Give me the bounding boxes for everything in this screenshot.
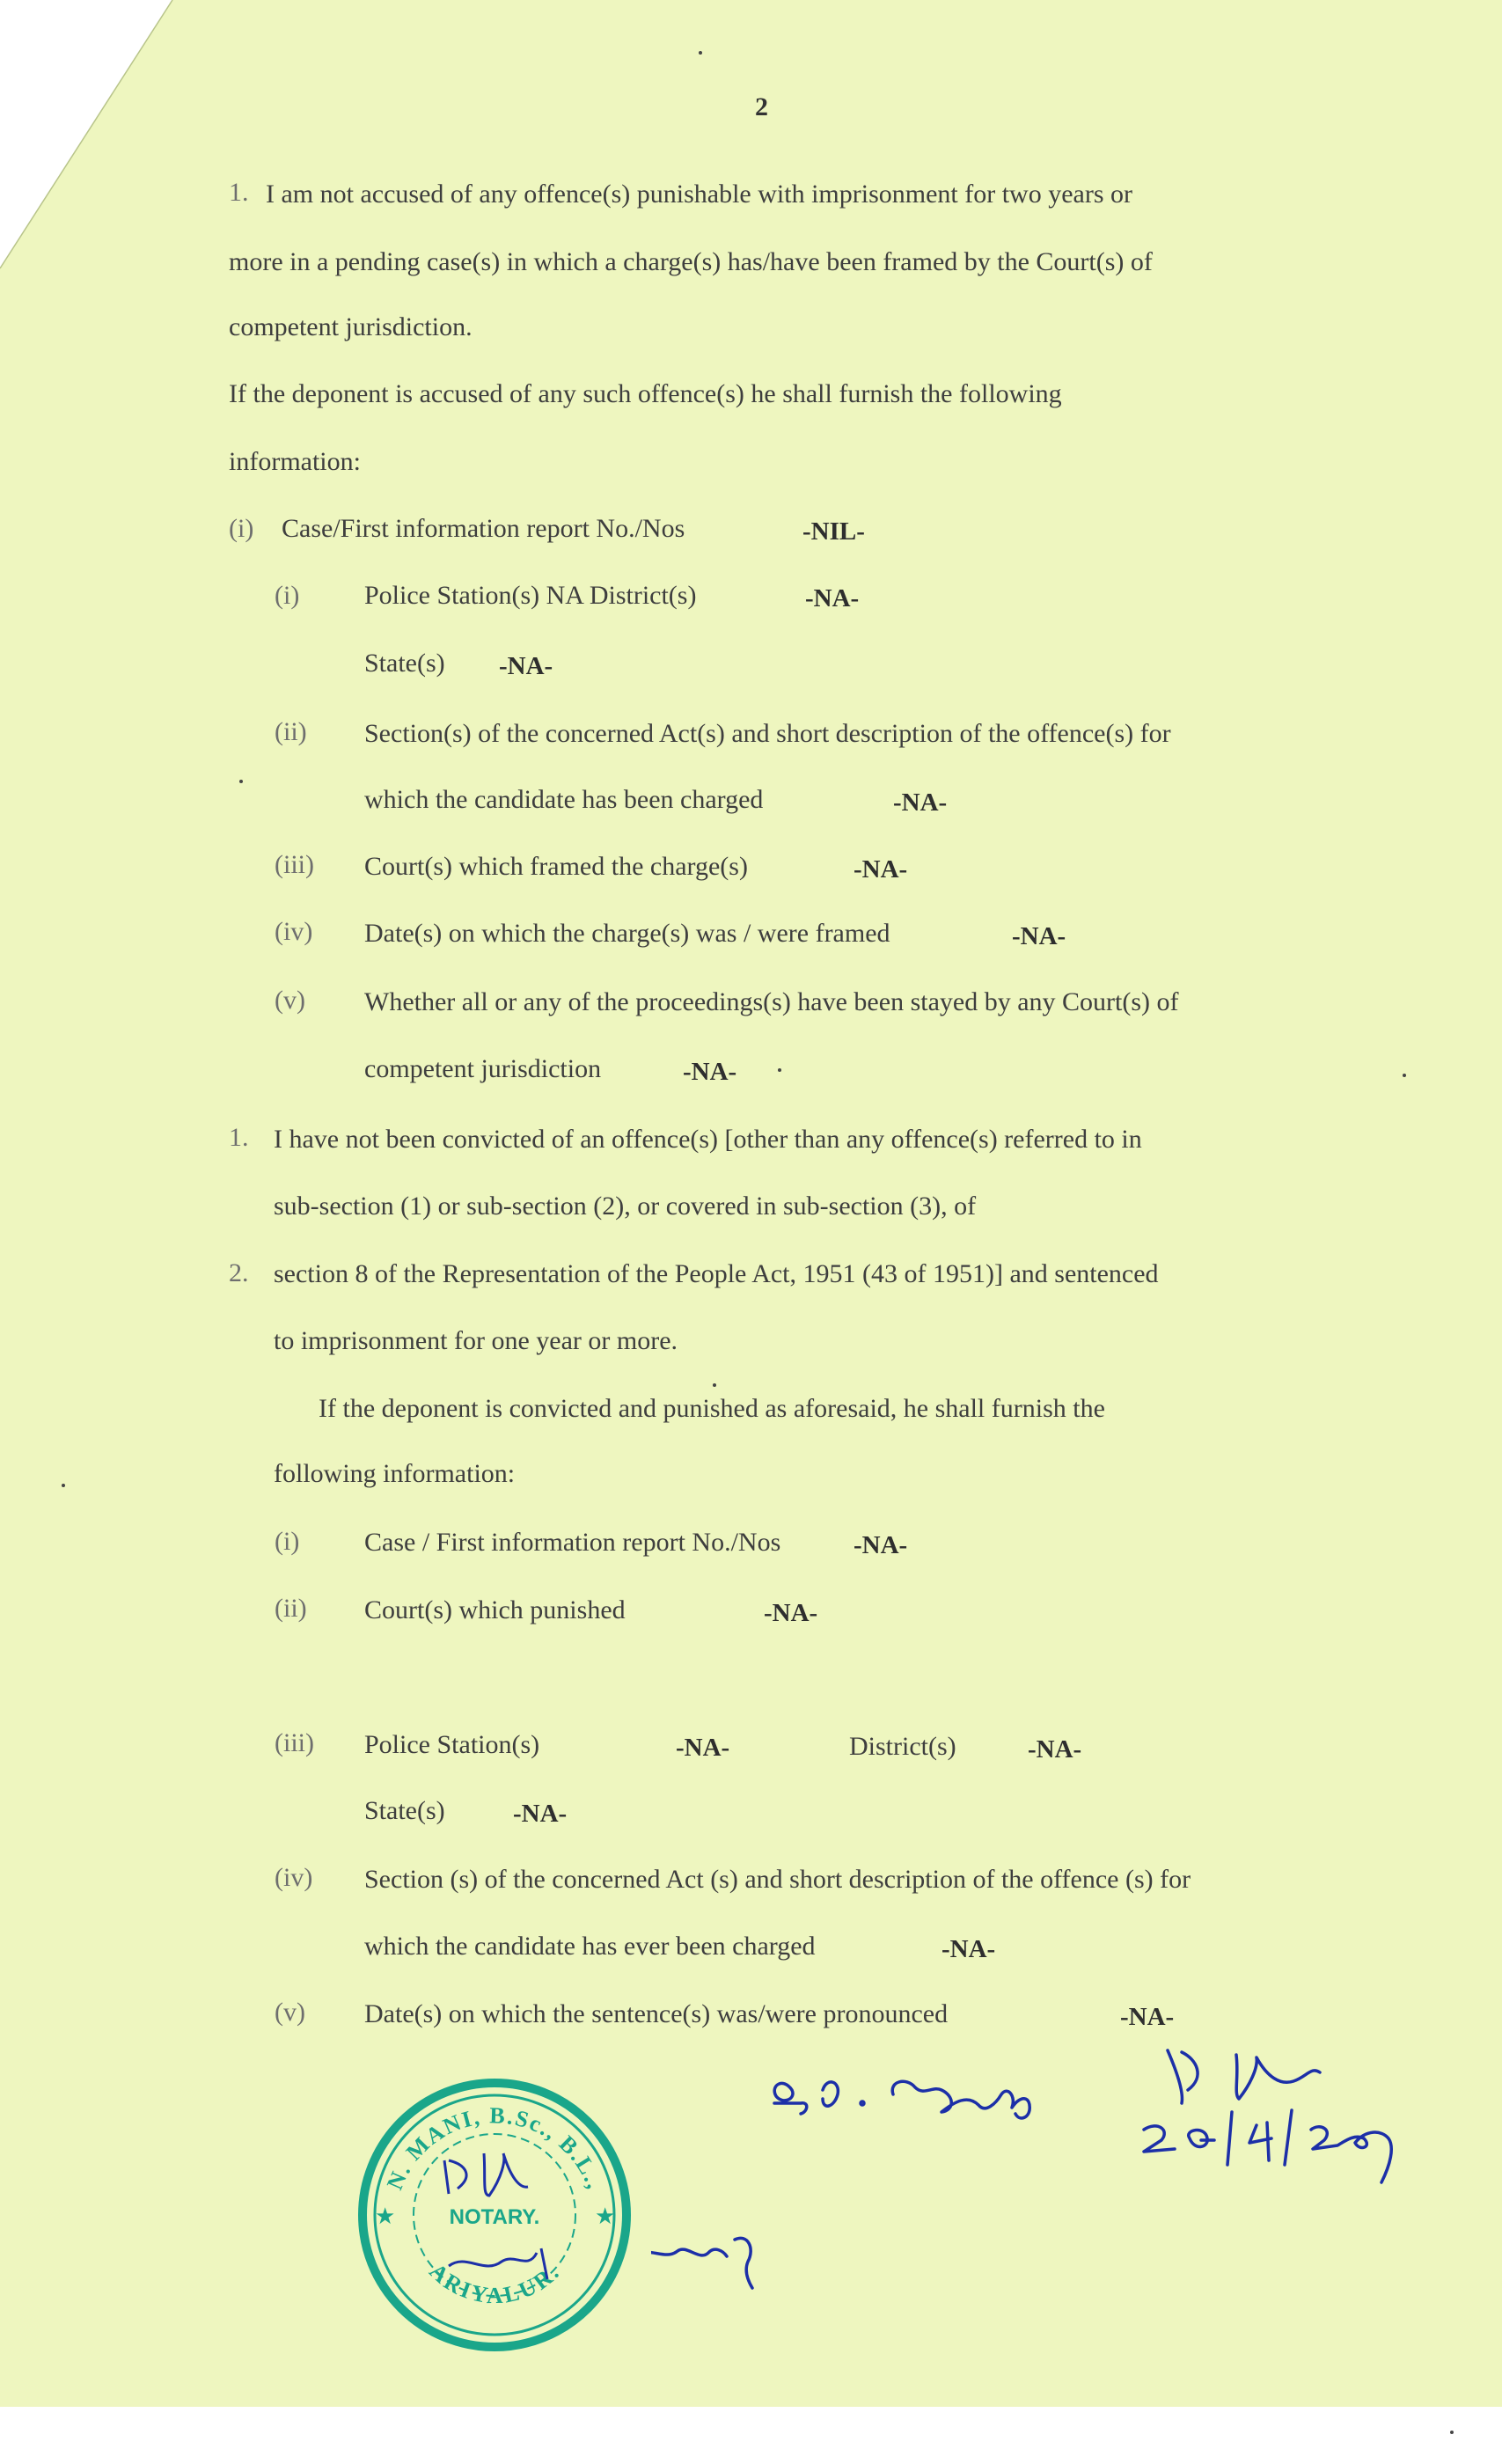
s1-date-label: Date(s) on which the charge(s) was / were framed [364, 919, 890, 948]
s2-sections-value: -NA- [941, 1935, 996, 1963]
s2-case-value: -NA- [854, 1531, 908, 1559]
s1-police-value: -NA- [805, 584, 860, 612]
s2-date-numeral: (v) [275, 1998, 305, 2027]
scan-speck [699, 51, 702, 55]
s2-date-value: -NA- [1120, 2003, 1175, 2031]
para2-line1: I have not been convicted of an offence(s) [other than any offence(s) referred to in [274, 1125, 1142, 1154]
s1-sections-numeral: (ii) [275, 717, 307, 746]
s2-police-label: Police Station(s) [364, 1730, 540, 1759]
seal-name-text: N. MANI, B.Sc., B.L., [381, 2102, 609, 2194]
folded-corner [0, 0, 176, 273]
s2-police-value: -NA- [676, 1734, 730, 1762]
s1-stayed-value: -NA- [683, 1058, 737, 1086]
para2-number1: 1. [229, 1123, 249, 1152]
s2-case-numeral: (i) [275, 1527, 300, 1556]
scan-speck [778, 1068, 781, 1072]
para2-instruction-line2: following information: [274, 1459, 516, 1488]
s1-court-label: Court(s) which framed the charge(s) [364, 852, 748, 881]
scan-speck [713, 1383, 716, 1387]
s1-police-label: Police Station(s) NA District(s) [364, 581, 697, 610]
s1-stayed-line2: competent jurisdiction [364, 1054, 602, 1083]
s1-police-numeral: (i) [275, 581, 300, 610]
para1-line2: more in a pending case(s) in which a charge(s) has/have been framed by the Court(s) of [229, 247, 1153, 276]
s1-date-value: -NA- [1012, 922, 1066, 950]
seal-star-icon: ★ [595, 2204, 616, 2230]
scan-speck [1450, 2431, 1454, 2434]
scanner-margin [0, 2407, 1502, 2464]
s2-state-value: -NA- [513, 1800, 568, 1828]
s1-date-numeral: (iv) [275, 917, 313, 946]
s2-court-numeral: (ii) [275, 1594, 307, 1623]
s1-sections-line1: Section(s) of the concerned Act(s) and short description of the offence(s) for [364, 719, 1171, 748]
para2-line2: sub-section (1) or sub-section (2), or covered in sub-section (3), of [274, 1192, 977, 1221]
s1-stayed-line1: Whether all or any of the proceedings(s) have been stayed by any Court(s) of [364, 987, 1179, 1016]
s2-sections-numeral: (iv) [275, 1863, 313, 1892]
s2-sections-line1: Section (s) of the concerned Act (s) and short description of the offence (s) for [364, 1865, 1191, 1894]
para1-instruction-line1: If the deponent is accused of any such offence(s) he shall furnish the following [229, 379, 1062, 408]
para2-instruction-line1: If the deponent is convicted and punished as aforesaid, he shall furnish the [319, 1394, 1105, 1423]
scan-speck [239, 780, 243, 783]
s2-court-value: -NA- [764, 1599, 818, 1627]
para2-line4: to imprisonment for one year or more. [274, 1326, 678, 1355]
scan-speck [1403, 1074, 1406, 1077]
s1-sections-line2: which the candidate has been charged [364, 785, 764, 814]
s2-district-label: District(s) [849, 1732, 956, 1761]
s1-case-label: Case/First information report No./Nos [282, 514, 685, 543]
para2-number2: 2. [229, 1258, 249, 1287]
s2-court-label: Court(s) which punished [364, 1595, 626, 1624]
para2-line3: section 8 of the Representation of the People Act, 1951 (43 of 1951)] and sentenced [274, 1259, 1159, 1288]
handwritten-signature [651, 2042, 1408, 2332]
s1-stayed-numeral: (v) [275, 986, 305, 1015]
page-number: 2 [755, 92, 768, 121]
para1-line3: competent jurisdiction. [229, 312, 473, 341]
s2-date-label: Date(s) on which the sentence(s) was/were pronounced [364, 1999, 949, 2028]
svg-text:N. MANI, B.Sc., B.L., [382, 2102, 608, 2193]
s2-police-numeral: (iii) [275, 1728, 314, 1757]
seal-place-text: ARIYALUR. [424, 2258, 566, 2309]
para1-instruction-line2: information: [229, 447, 361, 476]
s1-court-value: -NA- [854, 855, 908, 884]
s2-state-label: State(s) [364, 1796, 445, 1825]
seal-star-icon: ★ [375, 2204, 396, 2230]
s2-case-label: Case / First information report No./Nos [364, 1528, 781, 1557]
para1-number: 1. [229, 178, 249, 207]
s1-court-numeral: (iii) [275, 850, 314, 879]
s1-case-numeral: (i) [229, 514, 254, 543]
scan-speck [62, 1484, 65, 1487]
seal-title-text: NOTARY. [449, 2205, 540, 2229]
para1-line1: I am not accused of any offence(s) punishable with imprisonment for two years or [266, 180, 1132, 209]
s1-case-value: -NIL- [802, 517, 865, 546]
notary-seal [352, 2072, 638, 2358]
s1-sections-value: -NA- [893, 788, 948, 817]
s1-state-value: -NA- [499, 652, 553, 680]
s1-state-label: State(s) [364, 649, 445, 678]
s2-district-value: -NA- [1028, 1735, 1082, 1764]
s2-sections-line2: which the candidate has ever been charged [364, 1932, 816, 1961]
